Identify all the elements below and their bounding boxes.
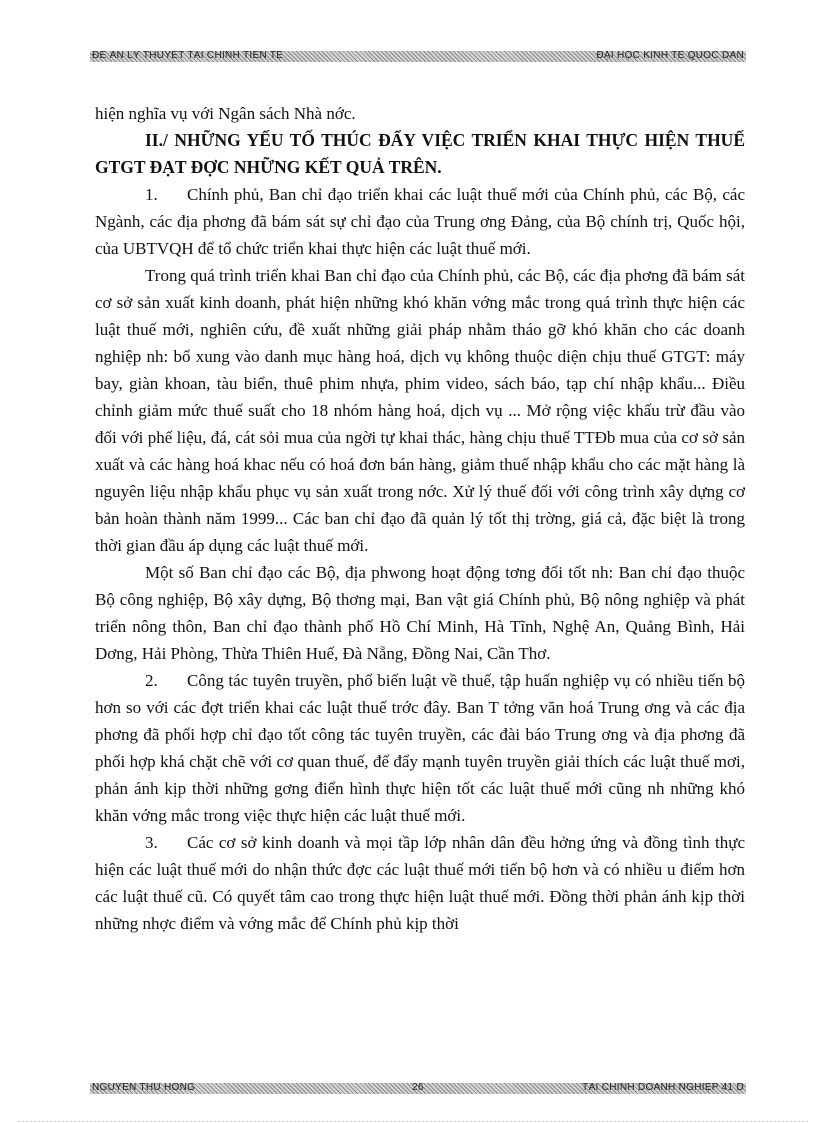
list-item-2-text: Công tác tuyên truyền, phổ biến luật về thuế, tập huấn nghiệp vụ có nhiều tiến bộ hơn so với các đợt triển khai các luật thuế trớc đây. Ban T tởng văn hoá Trung ơng và các địa phơng đã phối hợp chỉ đạo tốt công tác tuyên truyền, các đài báo Trung ơng và địa phơng đã phối hợp khá chặt chẽ với cơ quan thuế, để đẩy mạnh tuyên truyền giải thích các luật thuế mơi, phản ánh kịp thời những gơng điển hình thực hiện tốt các luật thuế mới cũng nh những khó khăn vớng mắc trong việc thực hiện các luật thuế mới.	[95, 671, 745, 825]
list-item-2-number: 2.	[145, 671, 158, 690]
intro-line: hiện nghĩa vụ với Ngân sách Nhà nớc.	[95, 104, 356, 123]
list-item-3-text: Các cơ sở kinh doanh và mọi tầp lớp nhân dân đều hởng ứng và đồng tình thực hiện các luật thuế mới do nhận thức đợc các luật thuế mới tiến bộ hơn và có nhiều u điểm hơn các luật thuế cũ. Có quyết tâm cao trong thực hiện luật thuế mới. Đồng thời phản ánh kịp thời những nhợc điểm và vớng mắc để Chính phủ kịp thời	[95, 833, 745, 933]
list-item-3	[95, 829, 745, 937]
page-header	[90, 51, 746, 62]
list-item-3-number: 3.	[145, 833, 158, 852]
list-item-1-text: Chính phủ, Ban chỉ đạo triển khai các luật thuế mới của Chính phủ, các Bộ, các Ngành, các địa phơng đã bám sát sự chỉ đạo của Trung ơng Đảng, của Bộ chính trị, Quốc hội, của UBTVQH để tổ chức triển khai thực hiện các luật thuế mới.	[95, 185, 745, 258]
document-body	[95, 100, 745, 937]
list-item-1	[95, 181, 745, 262]
list-item-1-number: 1.	[145, 185, 158, 204]
paragraph-3: Một số Ban chỉ đạo các Bộ, địa phwong hoạt động tơng đối tốt nh: Ban chỉ đạo thuộc Bộ công nghiệp, Bộ xây dựng, Bộ thơng mại, Ban vật giá Chính phủ, Bộ nông nghiệp và phát triển nông thôn, Ban chỉ đạo thành phố Hồ Chí Minh, Hà Tĩnh, Nghệ An, Quảng Bình, Hải Dơng, Hải Phòng, Thừa Thiên Huế, Đà Nẵng, Đồng Nai, Cần Thơ.	[95, 563, 745, 663]
header-left-text: ĐỀ ÁN LÝ THUYẾT TÀI CHÍNH TIỀN TỆ	[92, 51, 284, 61]
paragraph-2: Trong quá trình triển khai Ban chỉ đạo của Chính phủ, các Bộ, các địa phơng đã bám sát cơ sở sản xuất kinh doanh, phát hiện những khó khăn vớng mắc trong quá trình thực hiện các luật thuế mới, nghiên cứu, đề xuất những giải pháp nhằm tháo gỡ khó khăn cho các doanh nghiệp nh: bổ xung vào danh mục hàng hoá, dịch vụ không thuộc diện chịu thuế GTGT: máy bay, giàn khoan, tàu biển, thuê phim nhựa, phim video, sách báo, tạp chí nhập khẩu... Điều chỉnh giảm mức thuế suất cho 18 nhóm hàng hoá, dịch vụ ... Mở rộng việc khấu trừ đầu vào đối với phế liệu, đá, cát sỏi mua của ngời tự khai thác, hàng chịu thuế TTĐb mua của cơ sở sản xuất và các hàng hoá khac nếu có hoá đơn bán hàng, giảm thuế nhập khẩu cho các mặt hàng là nguyên liệu nhập khẩu phục vụ sản xuất trong nớc. Xử lý thuế đối với công trình xây dựng cơ bản hoàn thành năm 1999... Các ban chỉ đạo đã quản lý tốt thị trờng, giá cả, đặc biệt là trong thời gian đầu áp dụng các luật thuế mới.	[95, 266, 745, 555]
page-number: 26	[412, 1083, 424, 1093]
page-footer	[90, 1083, 746, 1094]
footer-author: NGUYỄN THU HỒNG	[92, 1083, 196, 1093]
footer-class: TÀI CHÍNH DOANH NGHIỆP 41 D	[582, 1083, 744, 1093]
header-right-text: ĐẠI HỌC KINH TẾ QUỐC DÂN	[596, 51, 744, 61]
section-heading: II./ NHỮNG YẾU TỐ THÚC ĐẨY VIỆC TRIỂN KHAI THỰC HIỆN THUẾ GTGT ĐẠT ĐỢC NHỮNG KẾT QUẢ TRÊN.	[95, 130, 745, 177]
bottom-divider	[18, 1121, 808, 1122]
list-item-2	[95, 667, 745, 829]
